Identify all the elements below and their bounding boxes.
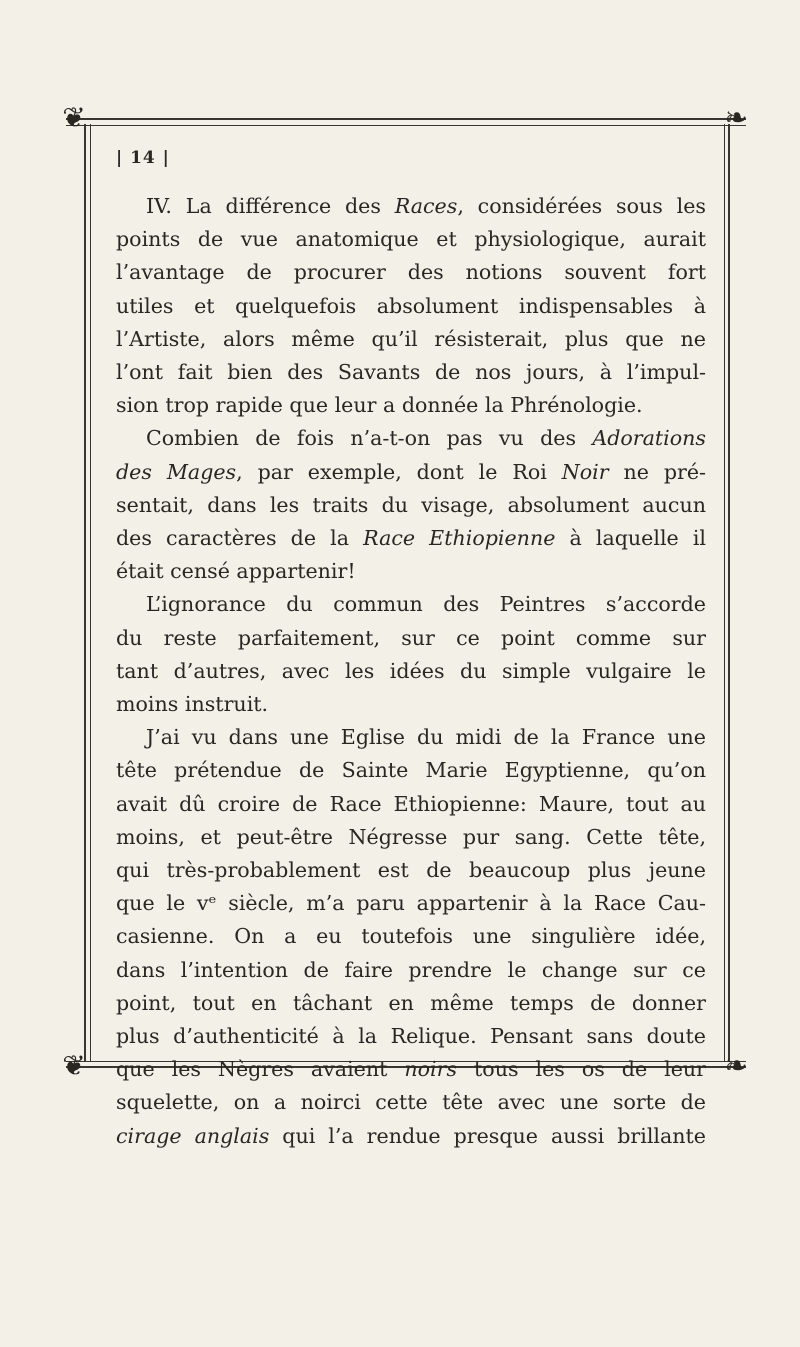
text-span: l’avantage de procurer des notions souvent fort	[116, 260, 706, 285]
page-number: | 14 |	[116, 148, 170, 168]
text-span: à laquelle il	[555, 526, 706, 551]
text-line	[116, 522, 706, 555]
text-line	[116, 754, 706, 787]
text-span: qui l’a rendue presque aussi brillante	[269, 1123, 706, 1148]
body-text	[116, 190, 706, 1153]
text-line	[116, 1120, 706, 1153]
text-line	[116, 190, 706, 223]
text-line	[116, 1053, 706, 1086]
text-span: l’Artiste, alors même qu’il résisterait, plus que ne	[116, 326, 706, 351]
text-line	[116, 622, 706, 655]
text-span: était censé appartenir!	[116, 559, 356, 584]
text-span: sentait, dans les traits du visage, absolument aucun	[116, 492, 706, 517]
scroll-ornament-icon: ❧	[724, 1049, 748, 1082]
text-span: dans l’intention de faire prendre le change sur ce	[116, 957, 706, 982]
text-span: ne pré-	[608, 459, 706, 484]
text-line	[116, 356, 706, 389]
text-span: , considérées sous les	[457, 194, 706, 218]
text-line	[116, 954, 706, 987]
scroll-ornament-icon: ❦	[62, 101, 86, 134]
text-line	[116, 389, 706, 422]
text-span: IV. La différence des	[146, 194, 395, 218]
text-span: avait dû croire de Race Ethiopienne: Maure, tout au	[116, 791, 706, 816]
scroll-ornament-icon: ❧	[724, 101, 748, 134]
text-span: J’ai vu dans une Eglise du midi de la France une	[146, 725, 706, 750]
text-line	[116, 555, 706, 588]
text-span: qui très-probablement est de beaucoup plus jeune	[116, 858, 706, 883]
italic-text: noirs	[404, 1057, 458, 1082]
italic-text: Race Ethiopienne	[363, 526, 556, 551]
frame-top-border	[66, 118, 746, 120]
text-span: squelette, on a noirci cette tête avec une sorte de	[116, 1090, 706, 1115]
text-line	[116, 456, 706, 489]
text-line	[116, 223, 706, 256]
text-line	[116, 655, 706, 688]
text-span: plus d’authenticité à la Relique. Pensant sans doute	[116, 1024, 706, 1049]
text-span: Combien de fois n’a-t-on pas vu des	[146, 426, 593, 451]
text-span: moins, et peut-être Négresse pur sang. Cette tête,	[116, 824, 706, 849]
text-span: points de vue anatomique et physiologique, aurait	[116, 227, 706, 252]
frame-left-border	[84, 124, 86, 1062]
text-line	[116, 1086, 706, 1119]
text-line	[116, 489, 706, 522]
text-span: tant d’autres, avec les idées du simple vulgaire le	[116, 658, 706, 683]
text-line	[116, 688, 706, 721]
italic-text: Noir	[561, 459, 609, 484]
text-span: utiles et quelquefois absolument indispensables à	[116, 293, 706, 318]
text-line	[116, 821, 706, 854]
text-line	[116, 854, 706, 887]
italic-text: Adorations	[592, 426, 706, 451]
text-span: L’ignorance du commun des Peintres s’accorde	[146, 592, 706, 617]
text-line	[116, 920, 706, 953]
text-line	[116, 588, 706, 621]
text-span: point, tout en tâchant en même temps de donner	[116, 990, 706, 1015]
text-span: que le vᵉ siècle, m’a paru appartenir à la Race Cau-	[116, 891, 706, 916]
italic-text: cirage anglais	[116, 1123, 270, 1148]
text-span: tous les os de leur	[457, 1057, 706, 1082]
text-line	[116, 290, 706, 323]
text-span: du reste parfaitement, sur ce point comme sur	[116, 625, 706, 650]
italic-text: Races	[394, 194, 458, 218]
text-line	[116, 323, 706, 356]
text-span: tête prétendue de Sainte Marie Egyptienne, qu’on	[116, 758, 706, 783]
text-line	[116, 788, 706, 821]
italic-text: des Mages	[116, 459, 237, 484]
text-line	[116, 987, 706, 1020]
text-span: que les Nègres avaient	[116, 1057, 405, 1082]
text-span: , par exemple, dont le Roi	[236, 459, 562, 484]
text-line	[116, 256, 706, 289]
text-span: casienne. On a eu toutefois une singulière idée,	[116, 924, 706, 949]
text-line	[116, 721, 706, 754]
text-span: des caractères de la	[116, 526, 364, 551]
text-span: sion trop rapide que leur a donnée la Phrénologie.	[116, 393, 643, 418]
text-line	[116, 422, 706, 455]
text-line	[116, 887, 706, 920]
text-line	[116, 1020, 706, 1053]
text-span: l’ont fait bien des Savants de nos jours, à l’impul-	[116, 360, 706, 385]
text-span: moins instruit.	[116, 692, 269, 717]
scroll-ornament-icon: ❦	[62, 1049, 86, 1082]
frame-right-border	[728, 124, 730, 1062]
